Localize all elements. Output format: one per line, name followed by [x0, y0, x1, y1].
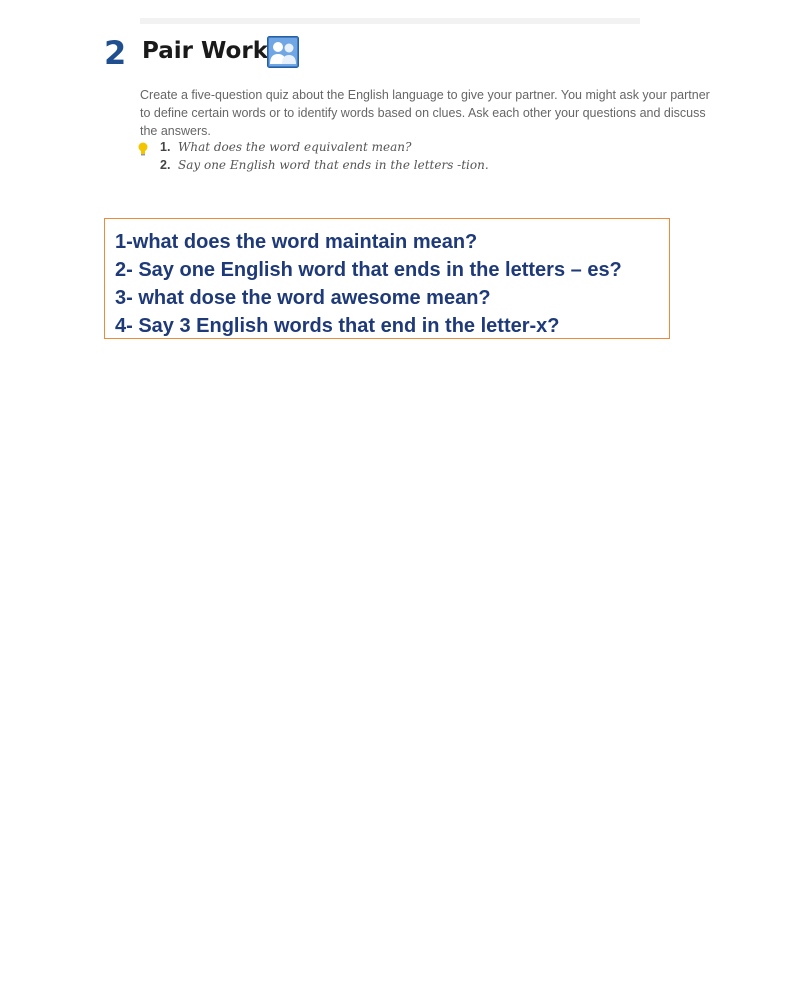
top-divider — [140, 18, 640, 24]
example-number: 2. — [160, 158, 171, 172]
answer-box — [104, 218, 670, 339]
instructions-text: Create a five-question quiz about the English language to give your partner. You might ask your partner to define certain words or to identify words based on clues. Ask each other your questions and discuss the answers. — [140, 88, 710, 138]
answer-line-1: 1-what does the word maintain mean? — [115, 231, 478, 253]
example-item — [138, 140, 658, 158]
answer-line-3: 3- what dose the word awesome mean? — [115, 287, 491, 309]
example-number: 1. — [160, 140, 171, 154]
example-list — [138, 140, 658, 176]
section-number: 2 — [104, 34, 127, 72]
example-item — [138, 158, 658, 176]
pair-work-icon — [267, 36, 299, 68]
answer-line-4: 4- Say 3 English words that end in the letter-x? — [115, 315, 560, 337]
example-text: What does the word equivalent mean? — [178, 140, 412, 154]
answer-line-2: 2- Say one English word that ends in the letters – es? — [115, 259, 622, 281]
example-text: Say one English word that ends in the letters -tion. — [178, 158, 489, 172]
section-title: Pair Work — [142, 38, 268, 64]
lightbulb-icon — [138, 142, 148, 156]
